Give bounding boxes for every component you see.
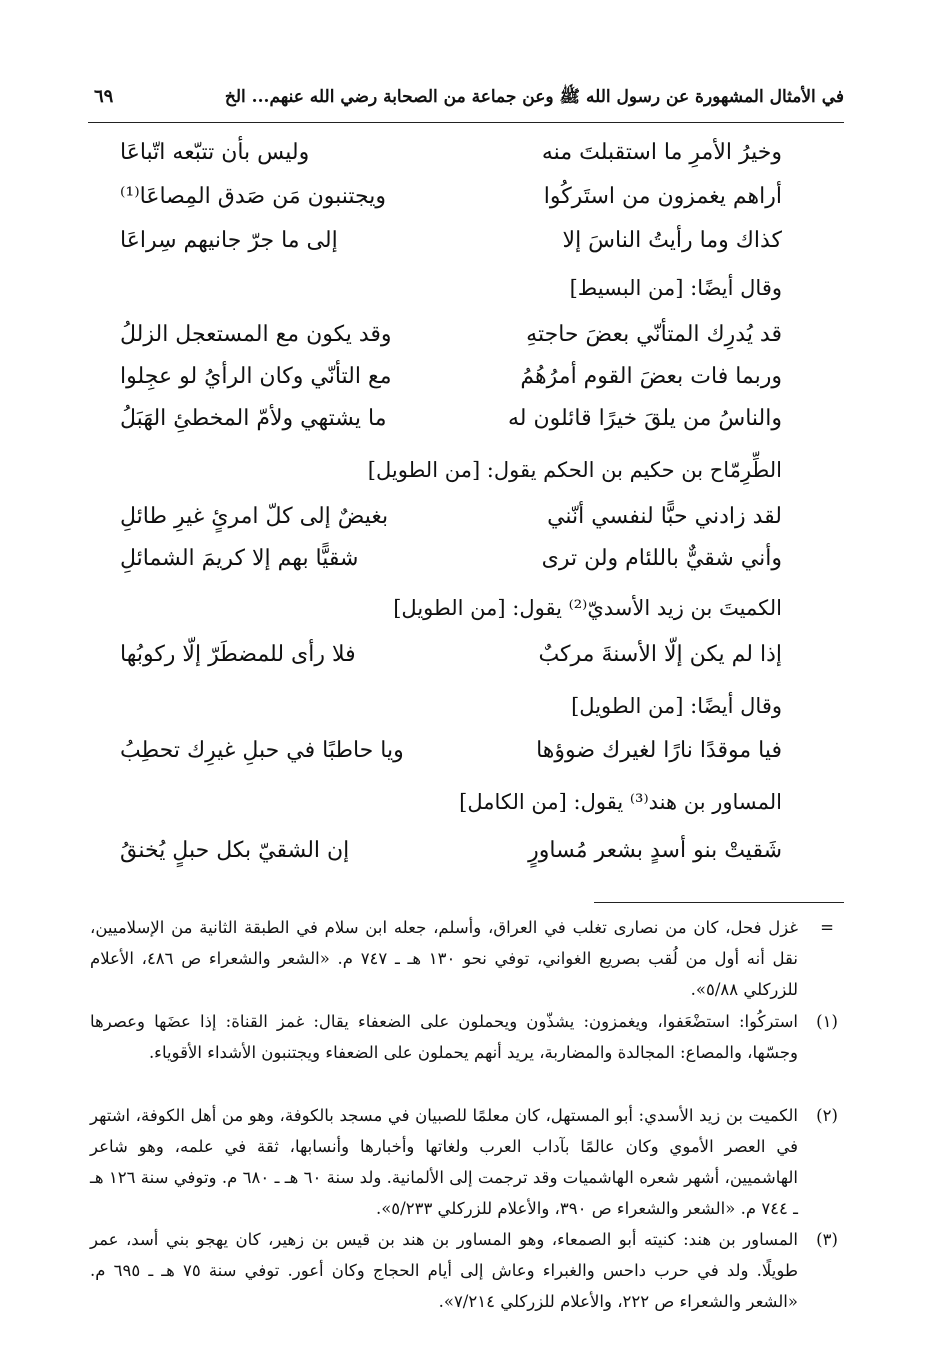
second-hemistich: إلى ما جرّ جانيهم سِراعَا (120, 228, 338, 253)
first-hemistich: لقد زادني حبًّا لنفسي أنّني (547, 504, 782, 529)
first-hemistich: والناسُ من يلقَ خيرًا قائلون له (507, 406, 782, 431)
footnote (90, 1006, 844, 1068)
verse-line (120, 184, 782, 224)
footnote-text: غزل فحل، كان من نصارى تغلب في العراق، وأسلم، جعله ابن سلام في الطبقة الثانية من الإسلاميين، نقل أنه أول من لُقب بصريع الغواني، توفي نحو ١٣٠ هـ ـ ٧٤٧ م. «الشعر والشعراء ص ٤٨٦، الأعلام للزركلي ٥/٨٨». (90, 918, 798, 999)
first-hemistich: أراهم يغمزون من استَركُوا (543, 184, 782, 209)
verse-line (120, 322, 782, 362)
poet-intro: وقال أيضًا: [من البسيط] (569, 276, 782, 300)
poet-intro: الطِّرِمّاح بن حكيم بن الحكم يقول: [من الطويل] (367, 458, 782, 482)
footnote-text: استركُوا: استضْعَفوا، ويغمزون: يشذّون ويحملون على الضعفاء يقال: غمز القناة: إذا عضَها وعصرها وجسّها، والمصاع: المجالدة والمضاربة، يريد أنهم يحملون على الضعفاء ويجتنبون الأشداء الأقوياء. (90, 1012, 798, 1062)
footnote (90, 912, 844, 1005)
first-hemistich: وأني شقيٌّ باللئام ولن ترى (541, 546, 782, 571)
verse-line (120, 546, 782, 586)
running-header (88, 86, 844, 120)
footnote-text: الكميت بن زيد الأسدي: أبو المستهل، كان معلمًا للصبيان في مسجد بالكوفة، وهو من أهل الكوفة، اشتهر في العصر الأموي وكان عالمًا بآداب العرب ولغاتها وأخبارها وأنسابها، ثقة في علمه، وهو شاعر الهاشميين، أشهر شعره الهاشميات وقد ترجمت إلى الألمانية. ولد سنة ٦٠ هـ ـ ٦٨٠ م. وتوفي سنة ١٢٦ هـ ـ ٧٤٤ م. «الشعر والشعراء ص ٣٩٠، والأعلام للزركلي ٥/٢٣٣». (90, 1106, 798, 1218)
second-hemistich: إن الشقيّ بكل حبلٍ يُخنقُ (120, 838, 350, 863)
footnote (90, 1224, 844, 1317)
poet-intro: الكميتَ بن زيد الأسديّ⁽²⁾ يقول: [من الطويل] (393, 596, 782, 620)
footnote-text: المساور بن هند: كنيته أبو الصمعاء، وهو المساور بن هند بن قيس بن زهير، كان يهجو بني أسد، عمر طويلًا. ولد في حرب داحس والغبراء وعاش إلى أيام الحجاج وكان أعور. توفي سنة ٧٥ هـ ـ ٦٩٥ م. «الشعر والشعراء ص ٢٢٢، والأعلام للزركلي ٧/٢١٤». (90, 1230, 798, 1311)
header-title: في الأمثال المشهورة عن رسول الله ﷺ وعن جماعة من الصحابة رضي الله عنهم... الخ (224, 87, 844, 107)
second-hemistich: شقيًّا بهم إلا كريمَ الشمائلِ (120, 546, 359, 571)
first-hemistich: شَقيتْ بنو أسدٍ بشعر مُساورٍ (528, 838, 782, 863)
verse-line (120, 642, 782, 682)
footnote-separator (594, 902, 844, 903)
second-hemistich: ويا حاطبًا في حبلِ غيرِك تحطِبُ (120, 738, 404, 763)
verse-line (120, 406, 782, 446)
first-hemistich: إذا لم يكن إلّا الأسنةَ مركبٌ (538, 642, 782, 667)
footnote-marker: = (820, 918, 834, 937)
second-hemistich: فلا رأى للمضطَرّ إلّا ركوبُها (120, 642, 356, 667)
footnote-marker: (١) (816, 1012, 838, 1031)
second-hemistich: وقد يكون مع المستعجل الزللُ (120, 322, 392, 347)
verse-line (120, 504, 782, 544)
first-hemistich: وخيرُ الأمرِ ما استقبلتَ منه (541, 140, 782, 165)
page-number: ٦٩ (94, 86, 114, 107)
verse-line (120, 364, 782, 404)
verse-line (120, 838, 782, 878)
header-rule (88, 122, 844, 123)
verse-line (120, 140, 782, 180)
footnote-marker: (٣) (816, 1230, 838, 1249)
verse-line (120, 228, 782, 268)
poet-intro: وقال أيضًا: [من الطويل] (571, 694, 782, 718)
first-hemistich: وربما فات بعضَ القوم أمرُهُمُ (520, 364, 782, 389)
second-hemistich: مع التأنّي وكان الرأيُ لو عجِلوا (120, 364, 392, 389)
second-hemistich: بغيضٌ إلى كلّ امرئٍ غيرِ طائلِ (120, 504, 389, 529)
footnote-marker: (٢) (816, 1106, 838, 1125)
first-hemistich: فيا موقدًا نارًا لغيرك ضوؤها (536, 738, 782, 763)
poet-intro: المساور بن هند⁽³⁾ يقول: [من الكامل] (459, 790, 782, 814)
verse-line (120, 738, 782, 778)
first-hemistich: كذاك وما رأيتُ الناسَ إلا (562, 228, 782, 253)
second-hemistich: ويجتنبون مَن صَدق المِصاعَا⁽¹⁾ (120, 184, 386, 209)
second-hemistich: ما يشتهي ولأمّ المخطئِ الهَبَلُ (120, 406, 387, 431)
second-hemistich: وليس بأن تتبّعه اتّباعَا (120, 140, 310, 165)
footnote (90, 1100, 844, 1224)
first-hemistich: قد يُدرِك المتأنّي بعضَ حاجتهِ (526, 322, 782, 347)
